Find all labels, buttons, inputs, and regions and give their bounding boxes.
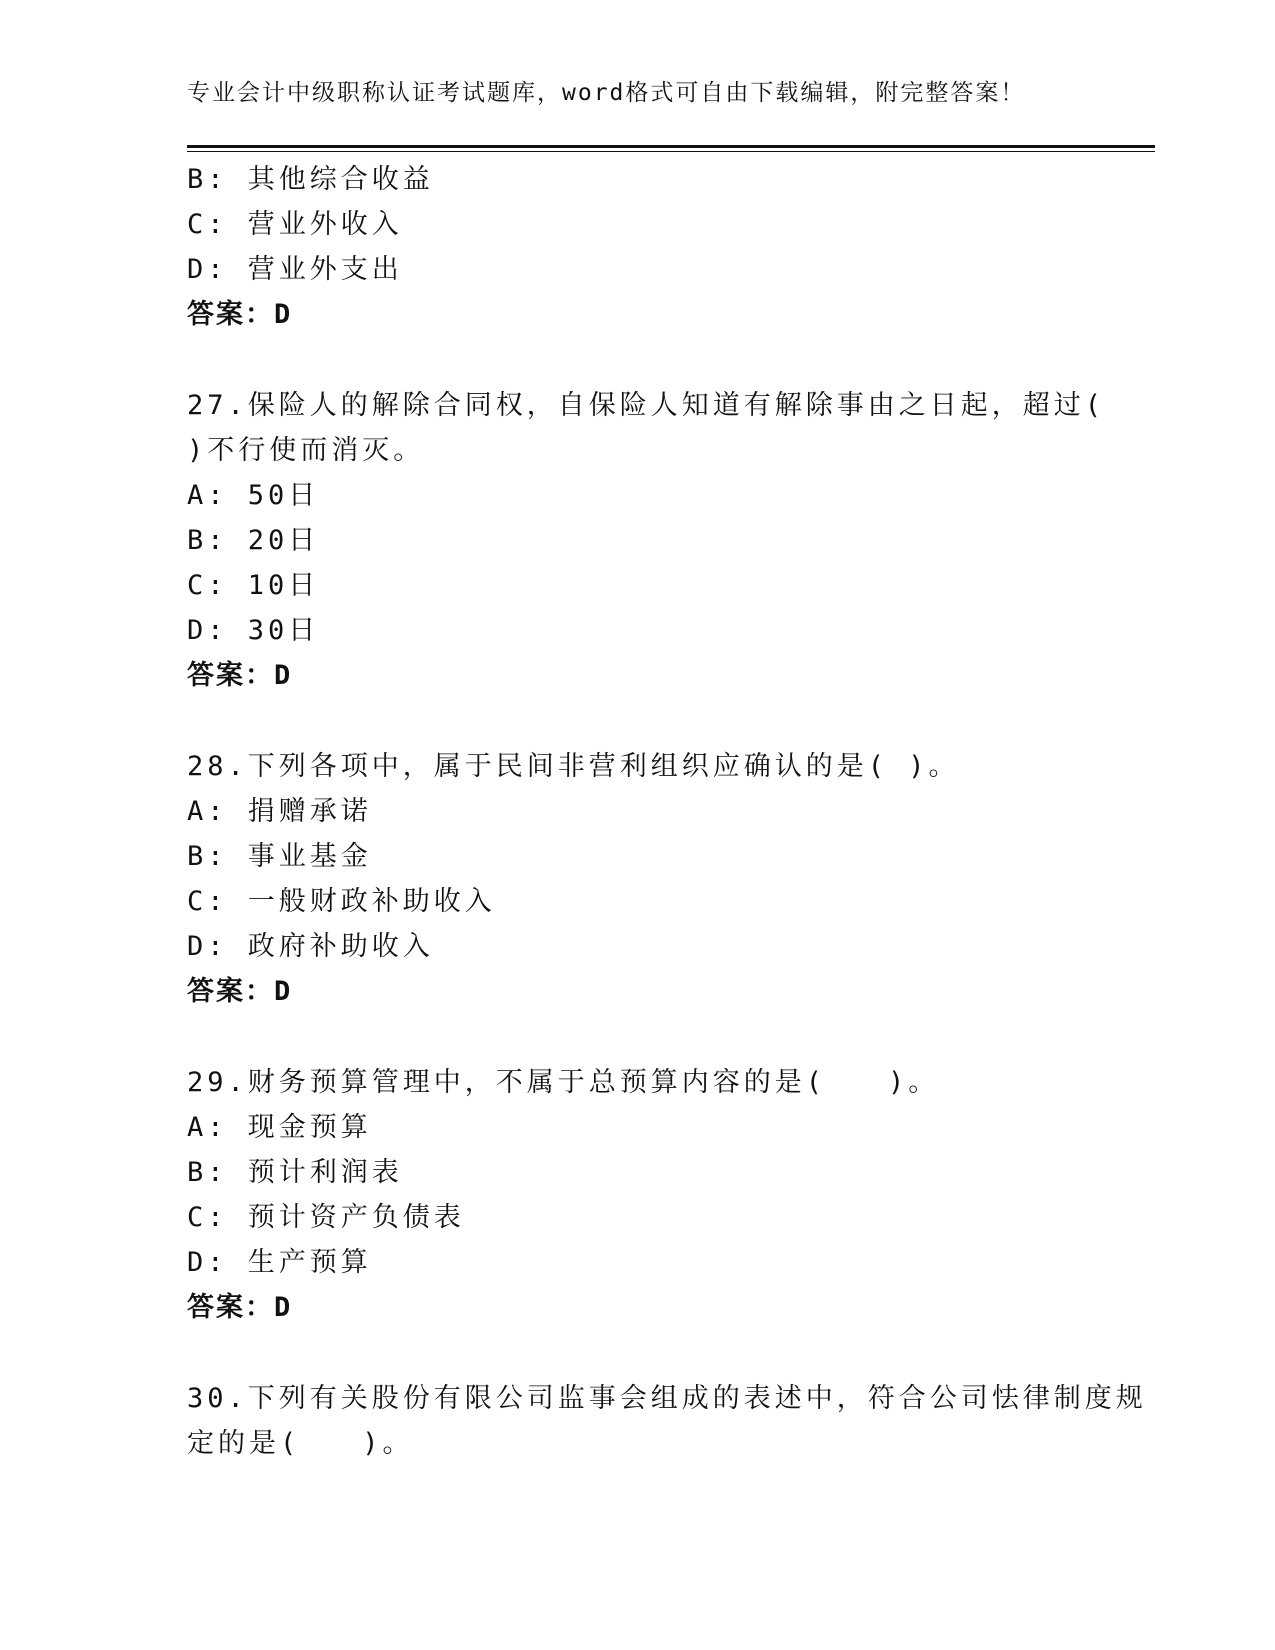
option-c: C: 一般财政补助收入 xyxy=(187,886,496,917)
option-d: D: 营业外支出 xyxy=(187,254,403,285)
page-header: 专业会计中级职称认证考试题库，word格式可自由下载编辑，附完整答案！ xyxy=(187,80,1026,106)
question-stem: )不行使而消灭。 xyxy=(187,435,425,466)
prev-question-tail xyxy=(187,157,1087,337)
question-29 xyxy=(187,1060,1087,1330)
option-b: B: 预计利润表 xyxy=(187,1157,403,1188)
question-30 xyxy=(187,1376,1147,1466)
option-d: D: 30日 xyxy=(187,615,320,646)
option-a: A: 现金预算 xyxy=(187,1112,372,1143)
question-stem: 定的是( )。 xyxy=(187,1428,414,1459)
option-c: C: 10日 xyxy=(187,570,320,601)
question-list xyxy=(187,157,1147,1466)
header-divider xyxy=(187,145,1155,152)
option-b: B: 其他综合收益 xyxy=(187,164,434,195)
answer-line: 答案：D xyxy=(187,299,293,330)
question-stem: 28.下列各项中，属于民间非营利组织应确认的是( )。 xyxy=(187,751,960,782)
question-stem: 30.下列有关股份有限公司监事会组成的表述中，符合公司怯律制度规 xyxy=(187,1383,1147,1414)
question-28 xyxy=(187,744,1087,1014)
option-c: C: 预计资产负债表 xyxy=(187,1202,465,1233)
question-27 xyxy=(187,383,1106,698)
option-a: A: 捐赠承诺 xyxy=(187,796,372,827)
answer-line: 答案：D xyxy=(187,976,293,1007)
option-a: A: 50日 xyxy=(187,480,320,511)
option-b: B: 事业基金 xyxy=(187,841,372,872)
option-d: D: 生产预算 xyxy=(187,1247,372,1278)
answer-line: 答案：D xyxy=(187,660,293,691)
option-d: D: 政府补助收入 xyxy=(187,931,434,962)
answer-line: 答案：D xyxy=(187,1292,293,1323)
option-c: C: 营业外收入 xyxy=(187,209,403,240)
question-stem: 27.保险人的解除合同权，自保险人知道有解除事由之日起，超过( xyxy=(187,390,1106,421)
question-stem: 29.财务预算管理中，不属于总预算内容的是( )。 xyxy=(187,1067,940,1098)
option-b: B: 20日 xyxy=(187,525,320,556)
